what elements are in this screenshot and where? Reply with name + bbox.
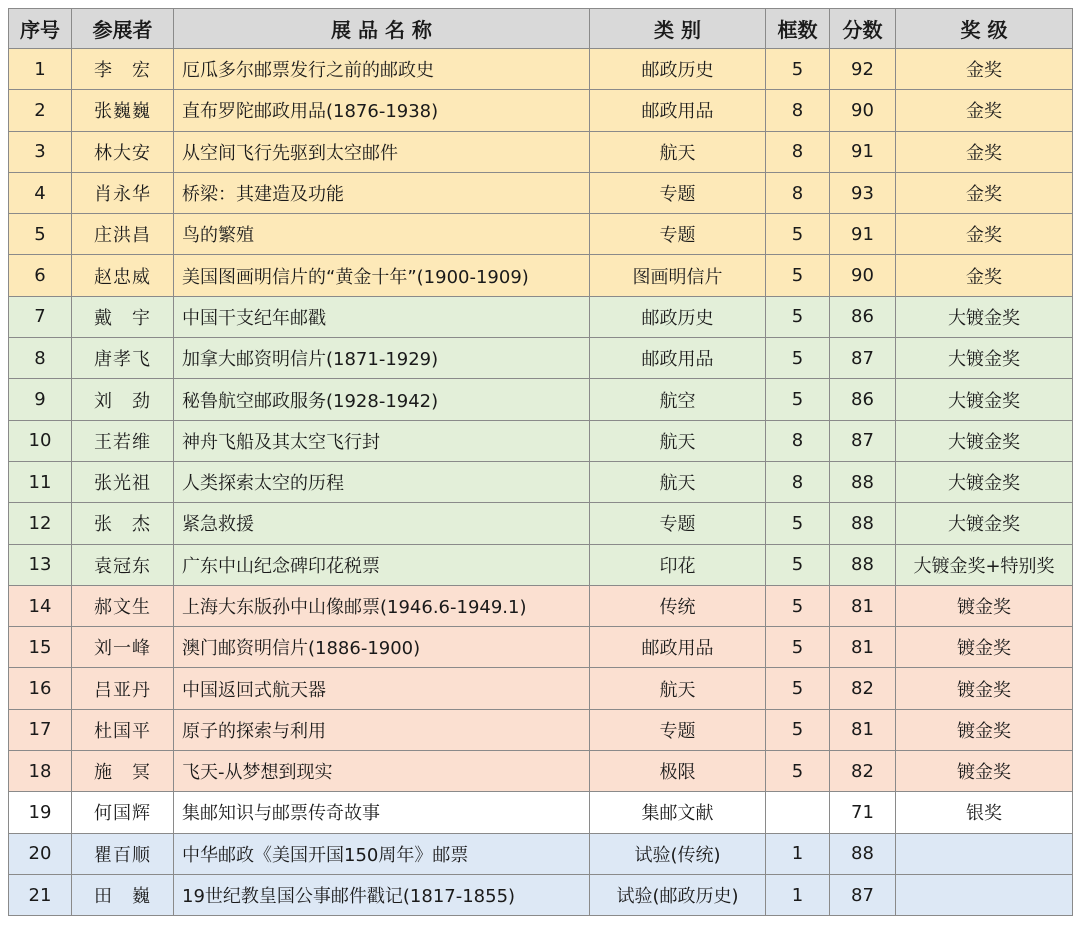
table-row	[9, 296, 1073, 337]
cell-no: 16	[9, 668, 72, 709]
cell-title: 直布罗陀邮政用品(1876-1938)	[174, 90, 590, 131]
cell-score: 82	[830, 751, 896, 792]
cell-exhibitor: 张光祖	[72, 461, 174, 502]
cell-frames: 8	[766, 172, 830, 213]
cell-score: 88	[830, 544, 896, 585]
awards-table	[8, 8, 1073, 916]
cell-score: 86	[830, 379, 896, 420]
cell-category: 邮政历史	[590, 296, 766, 337]
cell-no: 18	[9, 751, 72, 792]
cell-score: 87	[830, 420, 896, 461]
cell-score: 81	[830, 585, 896, 626]
cell-no: 20	[9, 833, 72, 874]
cell-exhibitor: 何国辉	[72, 792, 174, 833]
header-no: 序号	[9, 9, 72, 49]
cell-no: 21	[9, 874, 72, 915]
table-row	[9, 172, 1073, 213]
cell-title: 中国干支纪年邮戳	[174, 296, 590, 337]
cell-no: 13	[9, 544, 72, 585]
cell-award: 大镀金奖	[896, 461, 1073, 502]
cell-score: 91	[830, 214, 896, 255]
cell-exhibitor: 李 宏	[72, 49, 174, 90]
table-row	[9, 833, 1073, 874]
cell-title: 上海大东版孙中山像邮票(1946.6-1949.1)	[174, 585, 590, 626]
header-title: 展 品 名 称	[174, 9, 590, 49]
cell-award: 金奖	[896, 90, 1073, 131]
cell-category: 航空	[590, 379, 766, 420]
cell-category: 邮政用品	[590, 90, 766, 131]
cell-award: 镀金奖	[896, 585, 1073, 626]
cell-frames: 8	[766, 131, 830, 172]
table-row	[9, 503, 1073, 544]
cell-award: 镀金奖	[896, 627, 1073, 668]
cell-category: 专题	[590, 709, 766, 750]
cell-title: 神舟飞船及其太空飞行封	[174, 420, 590, 461]
cell-category: 试验(传统)	[590, 833, 766, 874]
table-row	[9, 461, 1073, 502]
cell-category: 邮政用品	[590, 338, 766, 379]
header-exhibitor: 参展者	[72, 9, 174, 49]
cell-score: 88	[830, 833, 896, 874]
cell-exhibitor: 赵忠威	[72, 255, 174, 296]
cell-title: 美国图画明信片的“黄金十年”(1900-1909)	[174, 255, 590, 296]
table-row	[9, 338, 1073, 379]
cell-no: 17	[9, 709, 72, 750]
cell-frames: 1	[766, 874, 830, 915]
table-row	[9, 627, 1073, 668]
cell-score: 90	[830, 90, 896, 131]
cell-category: 专题	[590, 503, 766, 544]
cell-no: 3	[9, 131, 72, 172]
cell-no: 11	[9, 461, 72, 502]
cell-no: 12	[9, 503, 72, 544]
cell-score: 91	[830, 131, 896, 172]
cell-frames	[766, 792, 830, 833]
cell-frames: 8	[766, 461, 830, 502]
cell-frames: 5	[766, 544, 830, 585]
cell-exhibitor: 庄洪昌	[72, 214, 174, 255]
table-row	[9, 214, 1073, 255]
cell-title: 集邮知识与邮票传奇故事	[174, 792, 590, 833]
cell-award: 镀金奖	[896, 668, 1073, 709]
cell-frames: 5	[766, 338, 830, 379]
cell-title: 中华邮政《美国开国150周年》邮票	[174, 833, 590, 874]
cell-no: 14	[9, 585, 72, 626]
table-row	[9, 668, 1073, 709]
cell-award: 大镀金奖	[896, 503, 1073, 544]
table-row	[9, 751, 1073, 792]
header-category: 类 别	[590, 9, 766, 49]
cell-score: 81	[830, 709, 896, 750]
cell-exhibitor: 张巍巍	[72, 90, 174, 131]
cell-exhibitor: 施 冥	[72, 751, 174, 792]
cell-exhibitor: 吕亚丹	[72, 668, 174, 709]
cell-category: 极限	[590, 751, 766, 792]
cell-category: 集邮文献	[590, 792, 766, 833]
cell-no: 2	[9, 90, 72, 131]
cell-score: 90	[830, 255, 896, 296]
cell-award: 银奖	[896, 792, 1073, 833]
cell-category: 航天	[590, 131, 766, 172]
cell-frames: 5	[766, 49, 830, 90]
cell-category: 航天	[590, 461, 766, 502]
cell-frames: 5	[766, 709, 830, 750]
cell-title: 紧急救援	[174, 503, 590, 544]
table-row	[9, 131, 1073, 172]
cell-frames: 1	[766, 833, 830, 874]
cell-award: 金奖	[896, 131, 1073, 172]
cell-category: 航天	[590, 668, 766, 709]
cell-title: 人类探索太空的历程	[174, 461, 590, 502]
cell-award: 金奖	[896, 49, 1073, 90]
cell-category: 试验(邮政历史)	[590, 874, 766, 915]
cell-title: 从空间飞行先驱到太空邮件	[174, 131, 590, 172]
cell-award: 大镀金奖	[896, 379, 1073, 420]
table-row	[9, 255, 1073, 296]
cell-category: 传统	[590, 585, 766, 626]
cell-no: 15	[9, 627, 72, 668]
table-row	[9, 792, 1073, 833]
cell-no: 19	[9, 792, 72, 833]
cell-score: 87	[830, 874, 896, 915]
table-row	[9, 544, 1073, 585]
cell-no: 1	[9, 49, 72, 90]
table-row	[9, 90, 1073, 131]
table-row	[9, 379, 1073, 420]
cell-frames: 5	[766, 751, 830, 792]
cell-exhibitor: 袁冠东	[72, 544, 174, 585]
cell-award: 金奖	[896, 214, 1073, 255]
cell-frames: 5	[766, 585, 830, 626]
cell-score: 86	[830, 296, 896, 337]
cell-no: 5	[9, 214, 72, 255]
cell-exhibitor: 肖永华	[72, 172, 174, 213]
cell-exhibitor: 刘 劲	[72, 379, 174, 420]
cell-frames: 8	[766, 420, 830, 461]
cell-no: 10	[9, 420, 72, 461]
cell-award: 镀金奖	[896, 751, 1073, 792]
cell-title: 飞天-从梦想到现实	[174, 751, 590, 792]
table-body	[9, 49, 1073, 916]
cell-category: 航天	[590, 420, 766, 461]
cell-award: 镀金奖	[896, 709, 1073, 750]
cell-award: 金奖	[896, 172, 1073, 213]
cell-award	[896, 874, 1073, 915]
cell-frames: 8	[766, 90, 830, 131]
cell-category: 图画明信片	[590, 255, 766, 296]
cell-category: 邮政用品	[590, 627, 766, 668]
header-score: 分数	[830, 9, 896, 49]
cell-title: 加拿大邮资明信片(1871-1929)	[174, 338, 590, 379]
cell-title: 鸟的繁殖	[174, 214, 590, 255]
cell-title: 19世纪教皇国公事邮件戳记(1817-1855)	[174, 874, 590, 915]
cell-no: 9	[9, 379, 72, 420]
cell-exhibitor: 田 巍	[72, 874, 174, 915]
cell-award: 大镀金奖+特别奖	[896, 544, 1073, 585]
cell-frames: 5	[766, 255, 830, 296]
table-row	[9, 874, 1073, 915]
cell-score: 92	[830, 49, 896, 90]
table-row	[9, 585, 1073, 626]
cell-award: 金奖	[896, 255, 1073, 296]
cell-no: 6	[9, 255, 72, 296]
cell-score: 93	[830, 172, 896, 213]
cell-category: 专题	[590, 172, 766, 213]
cell-award: 大镀金奖	[896, 296, 1073, 337]
cell-award: 大镀金奖	[896, 420, 1073, 461]
cell-title: 厄瓜多尔邮票发行之前的邮政史	[174, 49, 590, 90]
cell-title: 秘鲁航空邮政服务(1928-1942)	[174, 379, 590, 420]
cell-exhibitor: 林大安	[72, 131, 174, 172]
table-row	[9, 49, 1073, 90]
header-row	[9, 9, 1073, 49]
cell-score: 71	[830, 792, 896, 833]
cell-score: 88	[830, 503, 896, 544]
cell-frames: 5	[766, 627, 830, 668]
cell-frames: 5	[766, 668, 830, 709]
cell-exhibitor: 王若维	[72, 420, 174, 461]
cell-frames: 5	[766, 296, 830, 337]
cell-exhibitor: 戴 宇	[72, 296, 174, 337]
cell-exhibitor: 刘一峰	[72, 627, 174, 668]
header-frames: 框数	[766, 9, 830, 49]
cell-category: 专题	[590, 214, 766, 255]
cell-score: 87	[830, 338, 896, 379]
cell-score: 82	[830, 668, 896, 709]
table-row	[9, 420, 1073, 461]
cell-category: 邮政历史	[590, 49, 766, 90]
cell-title: 原子的探索与利用	[174, 709, 590, 750]
cell-exhibitor: 唐孝飞	[72, 338, 174, 379]
cell-frames: 5	[766, 214, 830, 255]
cell-frames: 5	[766, 503, 830, 544]
cell-score: 88	[830, 461, 896, 502]
cell-no: 7	[9, 296, 72, 337]
table-row	[9, 709, 1073, 750]
cell-frames: 5	[766, 379, 830, 420]
cell-exhibitor: 杜国平	[72, 709, 174, 750]
cell-title: 广东中山纪念碑印花税票	[174, 544, 590, 585]
cell-exhibitor: 郝文生	[72, 585, 174, 626]
cell-no: 8	[9, 338, 72, 379]
header-award: 奖 级	[896, 9, 1073, 49]
cell-title: 澳门邮资明信片(1886-1900)	[174, 627, 590, 668]
cell-exhibitor: 瞿百顺	[72, 833, 174, 874]
cell-award	[896, 833, 1073, 874]
cell-exhibitor: 张 杰	[72, 503, 174, 544]
cell-award: 大镀金奖	[896, 338, 1073, 379]
cell-title: 桥梁：其建造及功能	[174, 172, 590, 213]
cell-score: 81	[830, 627, 896, 668]
cell-title: 中国返回式航天器	[174, 668, 590, 709]
cell-no: 4	[9, 172, 72, 213]
cell-category: 印花	[590, 544, 766, 585]
